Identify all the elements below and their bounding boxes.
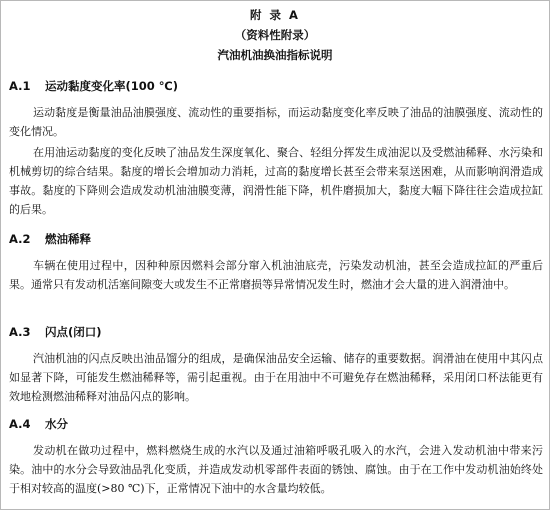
appendix-note: （资料性附录） — [234, 28, 316, 42]
section-number: A.1 — [9, 79, 31, 93]
section-heading-a1 — [9, 78, 178, 94]
paragraph: 汽油机油的闪点反映出油品馏分的组成，是确保油品安全运输、储存的重要数据。润滑油在使用中其闪点如显著下降，可能发生燃油稀释等，需引起重视。由于在用油中不可避免存在燃油稀释，采用闭口杯法能更有效地检测燃油稀释对油品闪点的影响。 — [9, 352, 543, 403]
paragraph: 车辆在使用过程中，因种种原因燃料会部分窜入机油油底壳，污染发动机油，甚至会造成拉缸的严重后果。通常只有发动机活塞间隙变大或发生不正常磨损等异常情况发生时，燃油才会大量的进入润滑油中。 — [9, 259, 543, 291]
section-heading-a4 — [9, 416, 68, 432]
section-title: 水分 — [45, 417, 68, 431]
document-title: 汽油机油换油指标说明 — [217, 48, 333, 62]
section-title: 运动黏度变化率(100 ℃) — [45, 79, 178, 93]
appendix-label: 附 录 A — [250, 8, 300, 22]
section-heading-a3 — [9, 324, 102, 340]
section-title: 闪点(闭口) — [45, 325, 102, 339]
paragraph: 运动黏度是衡量油品油膜强度、流动性的重要指标，而运动黏度变化率反映了油品的油膜强度、流动性的变化情况。 — [9, 106, 543, 138]
section-heading-a2 — [9, 231, 91, 247]
section-title: 燃油稀释 — [45, 232, 91, 246]
section-number: A.3 — [9, 325, 31, 339]
section-number: A.4 — [9, 417, 31, 431]
paragraph: 在用油运动黏度的变化反映了油品发生深度氧化、聚合、轻组分挥发生成油泥以及受燃油稀释、水污染和机械剪切的综合结果。黏度的增长会增加动力消耗，过高的黏度增长甚至会带来泵送困难，从而影响润滑造成事故。黏度的下降则会造成发动机油油膜变薄，润滑性能下降，机件磨损加大，黏度大幅下降往往会造成拉缸的后果。 — [9, 146, 543, 216]
paragraph: 发动机在做功过程中，燃料燃烧生成的水汽以及通过油箱呼吸孔吸入的水汽，会进入发动机油中带来污染。油中的水分会导致油品乳化变质，并造成发动机零部件表面的锈蚀、腐蚀。由于在工作中发动机油始终处于相对较高的温度(>80 ℃)下，正常情况下油中的水含量均较低。 — [9, 444, 543, 495]
section-number: A.2 — [9, 232, 31, 246]
